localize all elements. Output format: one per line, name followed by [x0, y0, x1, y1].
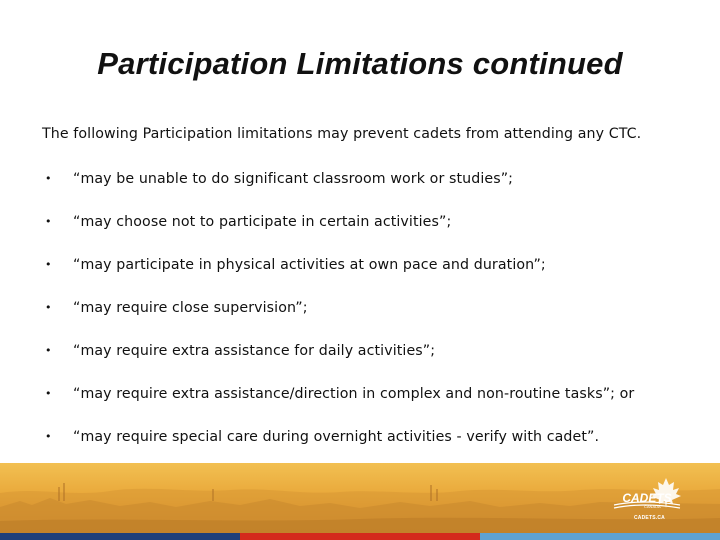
- bullet-item: [42, 342, 692, 385]
- bullet-item: [42, 385, 692, 428]
- bullet-list: [42, 170, 692, 471]
- footer-stripe-sky: [480, 533, 720, 540]
- bullet-marker: •: [45, 172, 52, 185]
- bullet-text: “may be unable to do significant classroom work or studies”;: [73, 171, 514, 187]
- bullet-item: [42, 299, 692, 342]
- bullet-text: “may participate in physical activities at own pace and duration”;: [73, 257, 546, 273]
- bullet-text: “may require special care during overnight activities - verify with cadet”.: [73, 429, 600, 445]
- footer-stripe-red: [240, 533, 480, 540]
- bullet-marker: •: [45, 387, 52, 400]
- logo-wordmark: CADETS: [622, 491, 672, 505]
- bullet-text: “may choose not to participate in certain activities”;: [73, 214, 452, 230]
- cadets-logo: [612, 474, 700, 526]
- footer-stripe-navy: [0, 533, 240, 540]
- bullet-marker: •: [45, 430, 52, 443]
- bullet-marker: •: [45, 258, 52, 271]
- bullet-marker: •: [45, 301, 52, 314]
- bullet-marker: •: [45, 215, 52, 228]
- bullet-item: [42, 213, 692, 256]
- bullet-text: “may require close supervision”;: [73, 300, 308, 316]
- logo-url: CADETS.CA: [634, 515, 665, 521]
- bullet-marker: •: [45, 344, 52, 357]
- bullet-item: [42, 256, 692, 299]
- slide-title: Participation Limitations continued: [97, 46, 623, 81]
- bullet-item: [42, 170, 692, 213]
- bullet-text: “may require extra assistance/direction in complex and non-routine tasks”; or: [73, 386, 635, 402]
- logo-subtext: CANADA: [644, 504, 661, 509]
- bullet-text: “may require extra assistance for daily activities”;: [73, 343, 436, 359]
- intro-text: The following Participation limitations may prevent cadets from attending any CTC.: [42, 126, 642, 142]
